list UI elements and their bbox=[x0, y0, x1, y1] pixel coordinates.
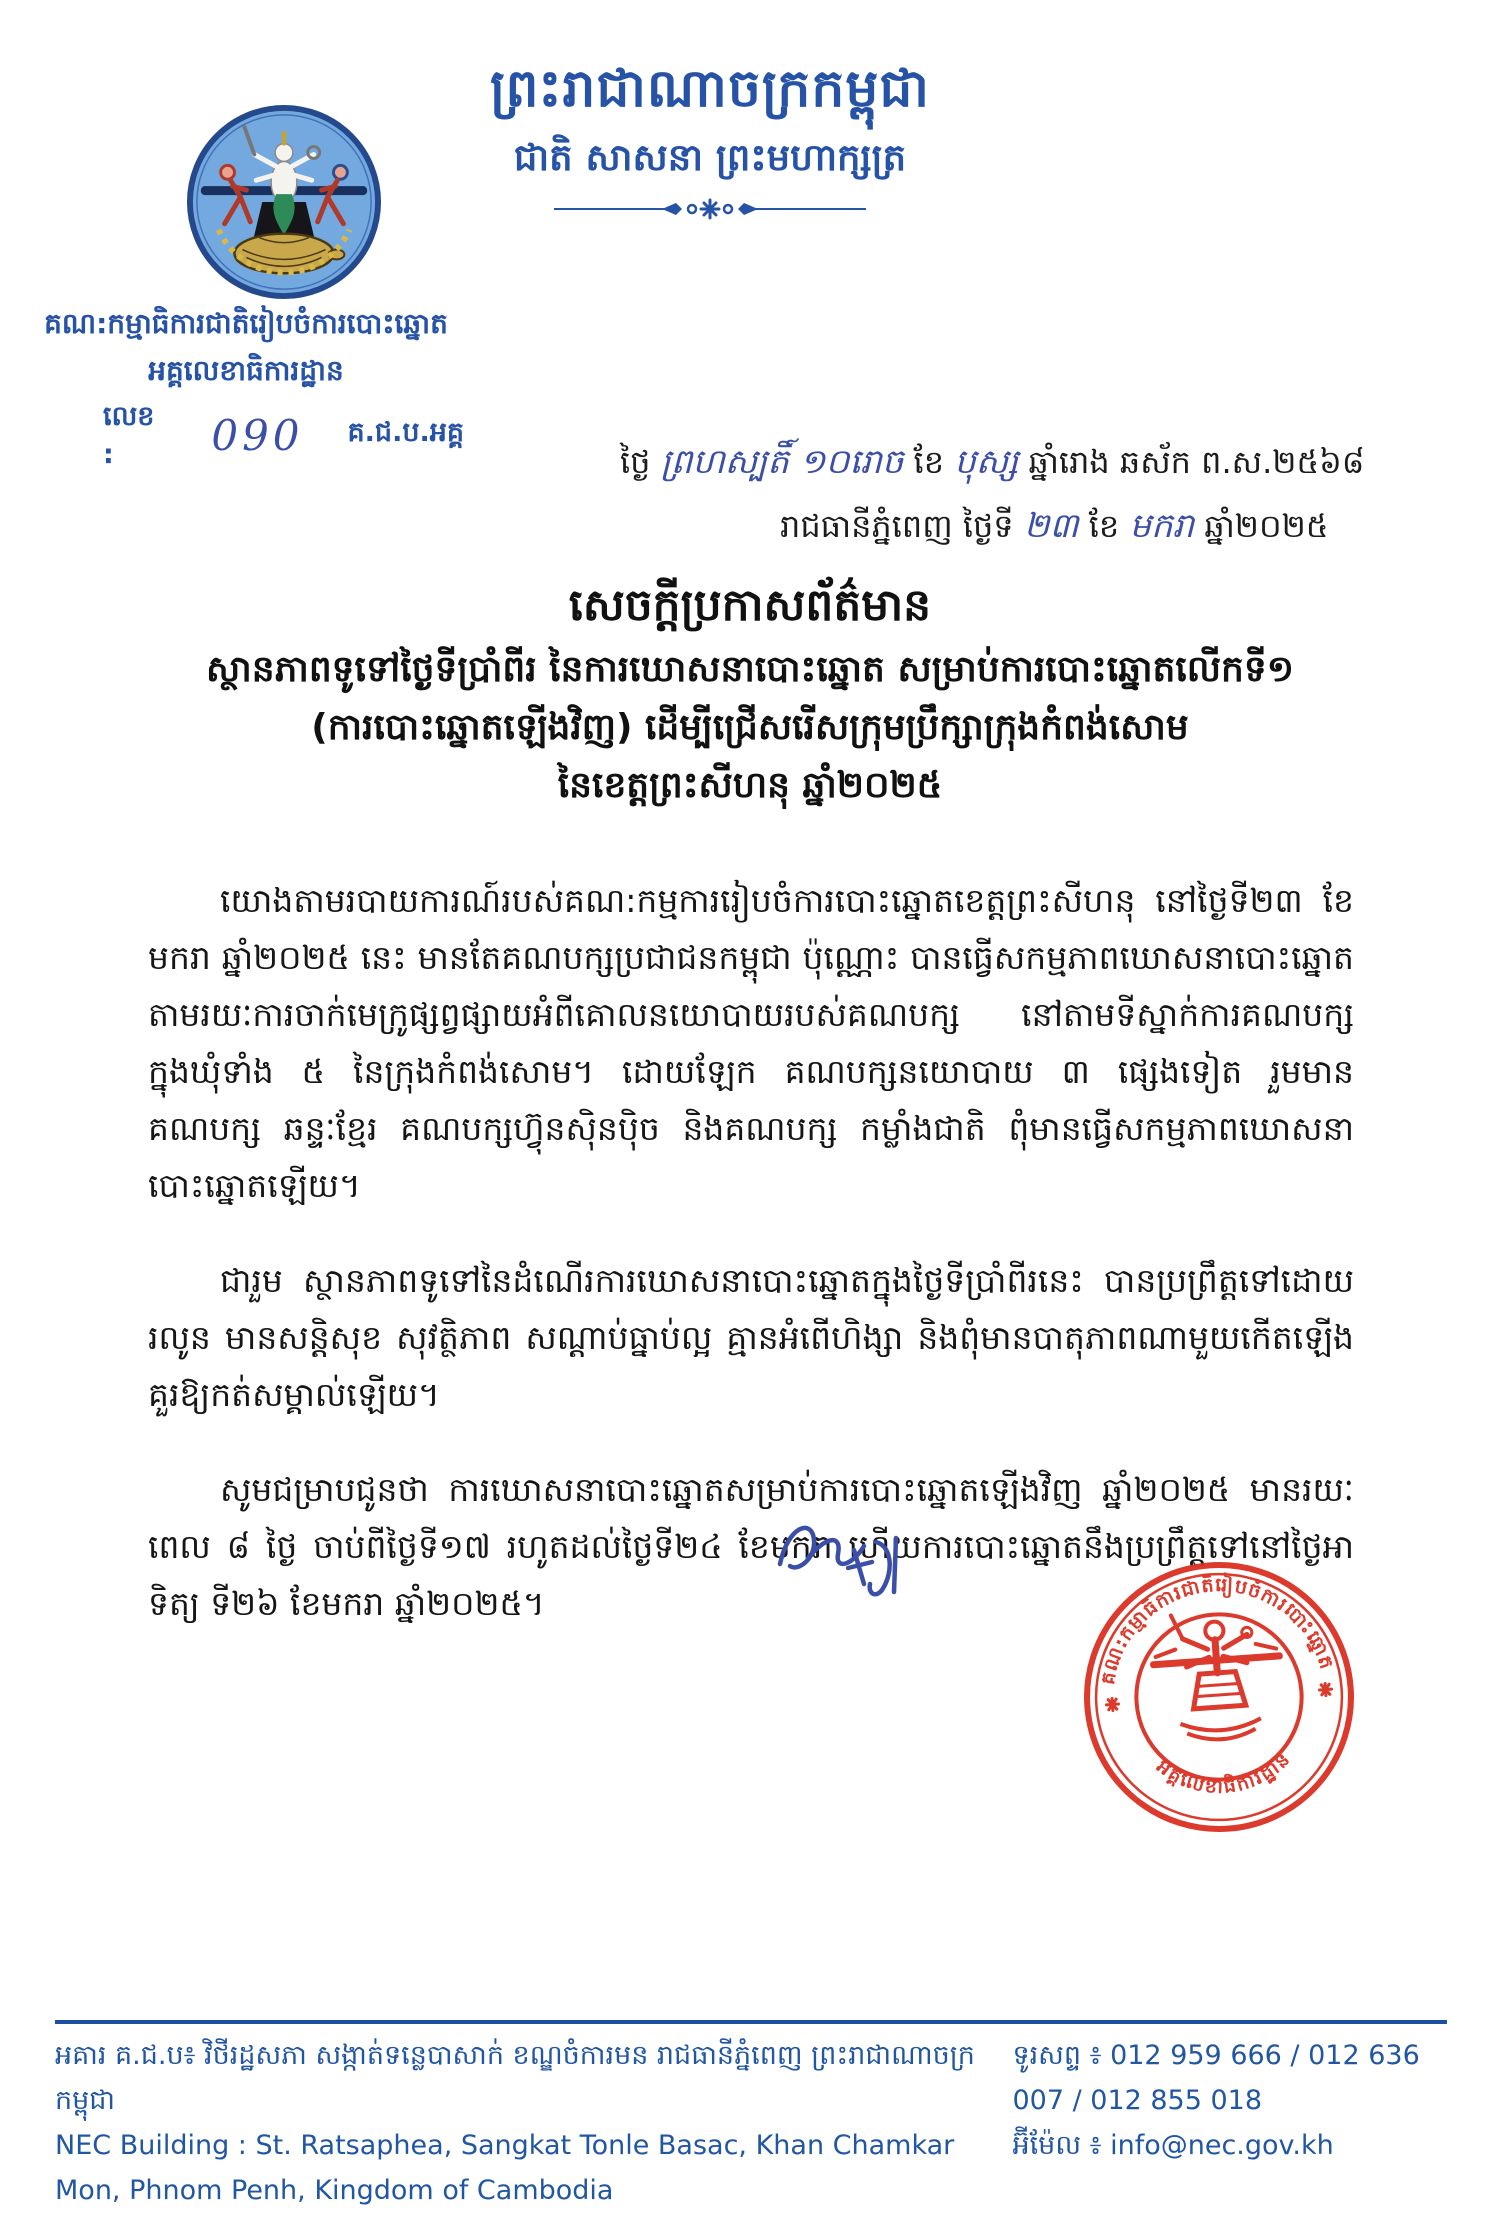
lunar-year-text: ឆ្នាំរោង ឆស័ក ព.ស.២៥៦៨ bbox=[1028, 443, 1365, 481]
body-paragraph-1: យោងតាមរបាយការណ៍របស់គណ:កម្មការរៀបចំការបោះឆ្នោតខេត្តព្រះសីហនុ នៅថ្ងៃទី២៣ ខែមករា ឆ្នាំ២០២៥ នេះ មានតែគណបក្សប្រជាជនកម្ពុជា ប៉ុណ្ណោះ បានធ្វើសកម្មភាពឃោសនាបោះឆ្នោត តាមរយៈការចាក់មេក្រូផ្សព្វផ្សាយអំពីគោលនយោបាយរបស់គណបក្ស នៅតាមទីស្នាក់ការគណបក្សក្នុងឃុំទាំង ៥ នៃក្រុងកំពង់សោម។ ដោយឡែក គណបក្សនយោបាយ ៣ ផ្សេងទៀត រួមមាន គណបក្ស ឆន្ទៈខ្មែរ គណបក្សហ៊្វុនស៊ិនប៉ិច និងគណបក្ស កម្លាំងជាតិ ពុំមានធ្វើសកម្មភាពឃោសនាបោះឆ្នោតឡើយ។ bbox=[148, 881, 1354, 1205]
title-line3: (ការបោះឆ្នោតឡើងវិញ) ដើម្បីជ្រើសរើសក្រុមប្រឹក្សាក្រុងកំពង់សោម bbox=[311, 707, 1189, 748]
month-label2: ខែ bbox=[1088, 507, 1120, 545]
number-label: លេខ : bbox=[103, 401, 155, 470]
seal-ring-text-top: គណ:កម្មាធិការជាតិរៀបចំការបោះឆ្នោត bbox=[1095, 1572, 1339, 1687]
footer-phone-line bbox=[1012, 2033, 1447, 2123]
body-paragraph-3: សូមជម្រាបជូនថា ការឃោសនាបោះឆ្នោតសម្រាប់ការបោះឆ្នោតឡើងវិញ ឆ្នាំ២០២៥ មានរយៈពេល ៨ ថ្ងៃ ចាប់ពីថ្ងៃទី១៧ រហូតដល់ថ្ងៃទី២៤ ខែមករា ហើយការបោះឆ្នោតនឹងប្រព្រឹត្តទៅនៅថ្ងៃអាទិត្យ ទី២៦ ខែមករា ឆ្នាំ២០២៥។ bbox=[148, 1470, 1354, 1623]
org-name-block bbox=[28, 300, 464, 394]
footer-block bbox=[55, 2033, 1447, 2213]
number-suffix: គ.ជ.ប.អគ្គ bbox=[347, 416, 464, 448]
email-label: អ៊ីម៉ែល ៖ bbox=[1012, 2130, 1102, 2161]
handwritten-initials bbox=[768, 1506, 938, 1616]
nec-emblem-icon bbox=[185, 103, 383, 301]
month-label: ខែ bbox=[913, 443, 945, 481]
kingdom-title: ព្រះរាជាណាចក្រកម្ពុជា bbox=[490, 59, 930, 119]
title-line4: នៃខេត្តព្រះសីហនុ ឆ្នាំ២០២៥ bbox=[557, 765, 943, 806]
lunar-date-line bbox=[620, 440, 1460, 490]
handwritten-month-name: មករា bbox=[1129, 506, 1195, 546]
document-number-row bbox=[28, 400, 464, 470]
footer-address-khmer: អគារ គ.ជ.ប៖ វិថីរដ្ឋសភា សង្កាត់ទន្លេបាសាក់ ខណ្ឌចំការមន រាជធានីភ្នំពេញ ព្រះរាជាណាចក្រកម្ពុជា bbox=[55, 2040, 975, 2116]
document-title-block bbox=[110, 580, 1390, 822]
footer-address bbox=[55, 2033, 1012, 2213]
handwritten-lunar-month: បុស្ស bbox=[954, 442, 1019, 482]
civil-year-text: ឆ្នាំ២០២៥ bbox=[1204, 507, 1329, 545]
org-name-line2: អគ្គលេខាធិការដ្ឋាន bbox=[148, 354, 344, 387]
date-prefix: ថ្ងៃ bbox=[620, 443, 651, 481]
ornamental-divider-icon bbox=[400, 196, 1020, 226]
title-line1: សេចក្តីប្រកាសព័ត៌មាន bbox=[568, 580, 932, 631]
kingdom-header bbox=[400, 52, 1020, 226]
dateline-block bbox=[560, 440, 1460, 554]
handwritten-lunar-day: ព្រហស្បតិ៍ ១០រោច bbox=[660, 442, 904, 482]
nec-red-seal bbox=[1073, 1551, 1365, 1843]
org-name-line1: គណ:កម្មាធិការជាតិរៀបចំការបោះឆ្នោត bbox=[44, 307, 448, 340]
city-date-prefix: រាជធានីភ្នំពេញ ថ្ងៃទី bbox=[780, 507, 1014, 545]
body-paragraph-2: ជារួម ស្ថានភាពទូទៅនៃដំណើរការឃោសនាបោះឆ្នោតក្នុងថ្ងៃទីប្រាំពីរនេះ បានប្រព្រឹត្តទៅដោយរលូន មានសន្តិសុខ សុវត្ថិភាព សណ្តាប់ធ្នាប់ល្អ គ្មានអំពើហិង្សា និងពុំមានបាតុភាពណាមួយកើតឡើងគួរឱ្យកត់សម្គាល់ឡើយ។ bbox=[148, 1261, 1354, 1414]
letter-body bbox=[148, 872, 1354, 1632]
civil-date-line bbox=[780, 504, 1460, 554]
svg-text:អគ្គលេខាធិការដ្ឋាន bbox=[1151, 1746, 1297, 1803]
title-line2: ស្ថានភាពទូទៅថ្ងៃទីប្រាំពីរ នៃការឃោសនាបោះឆ្នោត សម្រាប់ការបោះឆ្នោតលើកទី១ bbox=[205, 649, 1294, 690]
email-address: info@nec.gov.kh bbox=[1110, 2130, 1334, 2161]
number-handwritten-value: 090 bbox=[211, 410, 304, 460]
footer-email-line bbox=[1012, 2123, 1447, 2168]
phone-numbers: 012 959 666 / 012 636 007 / 012 855 018 bbox=[1012, 2040, 1420, 2116]
seal-ring-text-bottom: អគ្គលេខាធិការដ្ឋាន bbox=[1152, 1746, 1296, 1799]
footer-address-english: NEC Building : St. Ratsaphea, Sangkat Tonle Basac, Khan Chamkar Mon, Phnom Penh, Kingdom of Cambodia bbox=[55, 2130, 955, 2206]
handwritten-day-number: ២៣ bbox=[1023, 506, 1079, 546]
kingdom-motto: ជាតិ សាសនា ព្រះមហាក្សត្រ bbox=[513, 136, 907, 179]
footer-divider bbox=[55, 2020, 1447, 2024]
phone-label: ទូរសព្ទ ៖ bbox=[1012, 2040, 1102, 2071]
footer-contact bbox=[1012, 2033, 1447, 2213]
